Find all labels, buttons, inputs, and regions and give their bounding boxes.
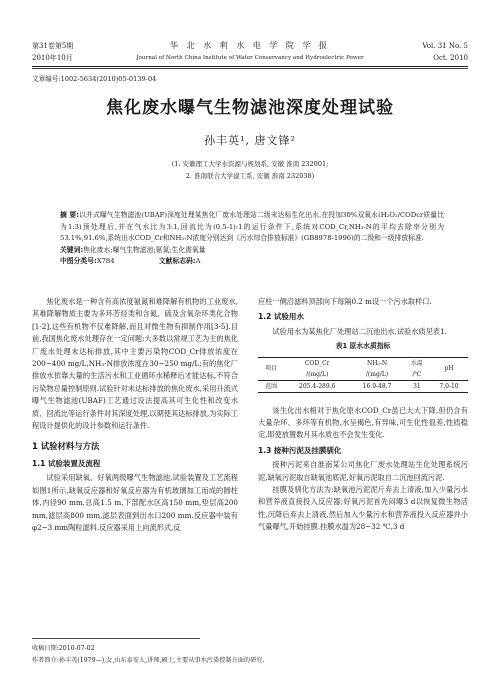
section-1-1-heading: 1.1 试验装置及流程 — [32, 458, 101, 468]
table-header-temp: 水温 — [404, 357, 430, 369]
doc-code-value: A — [195, 257, 201, 266]
header-date-en: Oct. 2010 — [433, 54, 468, 62]
abstract-paragraph — [60, 210, 444, 245]
received-date: 收稿日期:2010-07-02 — [32, 645, 95, 652]
keywords-text: 焦化废水;曝气生物滤池;氨氮;生化需氧量 — [83, 245, 206, 254]
right-column — [258, 296, 468, 534]
article-number: 文章编号:1002-5634(2010)05-0139-04 — [32, 75, 157, 83]
table-cell-ph: 7.0-10 — [430, 380, 468, 392]
clc-value: X784 — [96, 257, 115, 266]
section-1-2-heading: 1.2 试验用水 — [258, 312, 304, 322]
author-bio: 作者简介:孙丰英(1979—),女,山东泰安人,讲师,硕士,主要从事水污染控制方面的研究. — [32, 657, 265, 664]
left-column — [32, 296, 238, 534]
table-header-cod: COD_Cr — [284, 357, 350, 369]
sludge-source-paragraph: 接种污泥来自淮南某公司焦化厂废水处理站生化处理系统污泥,缺氧污泥取自缺氧池底泥,好氧污泥取自二沉池回流污泥. — [258, 460, 468, 482]
header-journal-en: Journal of North China Institute of Water Conservancy and Hydroelectric Power — [136, 55, 364, 61]
effluent-paragraph: 该生化出水相对于焦化原水COD_Cr虽已大大下降,但仍含有大量杂环、多环等有机物,水呈褐色,有异味,可生化性很差,性质稳定,即使放置数月其水质也不会发生变化. — [258, 405, 468, 440]
intro-paragraph: 焦化废水是一种含有高浓度氨氮和难降解有机物的工业废水,其难降解物质主要为多环芳烃类和含氮、硫及含氧杂环类化合物[1-2],这些有机物不仅难降解,而且对微生物有抑制作用[3-5].目前,我国焦化废水处理存在一定问题:大多数以常规工艺为主的焦化厂废水处理未达标排放,其中主要污染物COD_Cr排放浓度在200~400 mg/L,NH₃-N排放浓度在30~250 mg/L;有的焦化厂排放水依靠大量的生活污水和工业循环水稀释后才能达标,不符合污染物总量控制原则.试验针对未达标排放的焦化废水,采用升流式曝气生物滤池(UBAF)工艺通过设法提高其可生化性和改变水质、回流比等运行条件对其深度处理,以期使其达标排放,为实际工程设计提供化的设计参数和运行条件. — [32, 297, 238, 431]
paper-authors: 孙丰英¹, 唐文锋² — [204, 134, 296, 147]
section-1-1-paragraph: 试验采用缺氧、好氧两级曝气生物滤池,试验装置及工艺流程如图1所示,缺氧反应器和好氧反应器为有机玻璃加工而成的圆柱体,内径90 mm,总高1.5 m,下部配水区高150 mm,垫层高200 mm,滤层高800 mm,滤层表面到出水口200 mm.反应器中装有φ2~3 mm陶粒滤料.反应器采用上向流形式,反 — [32, 473, 238, 532]
footnote-rule — [32, 638, 200, 639]
header-journal-cn: 华 北 水 利 水 电 学 院 学 报 — [170, 41, 330, 50]
doc-code-label: 文献标志码: — [158, 257, 196, 266]
abstract-label: 摘 要: — [60, 211, 80, 219]
classification-line — [60, 256, 444, 268]
biofilm-paragraph: 挂膜及驯化方法为:缺氧池污泥泥斤弃去上清液,加入少量污水和营养液直接投入反应器;好氧污泥首先闷曝3 d以恢复微生物活性,沉降后弃去上清液,然后加入少量污水和营养液投入反应器并小气量曝气,开始挂膜.挂膜水温为28~32 ℃,3 d — [258, 485, 468, 532]
table-row — [258, 380, 468, 392]
table-header-nh3n: NH₃-N — [350, 357, 404, 369]
table-cell-nh3n: 16.9-48.7 — [350, 380, 404, 392]
affiliation-1: (1. 安徽理工大学水资源与规划系, 安徽 淮南 232001; — [171, 160, 329, 168]
table-cell-cod: 205.4-289.6 — [284, 380, 350, 392]
abstract-block — [60, 210, 444, 268]
table-unit-temp: /℃ — [412, 370, 422, 378]
table-header-row — [258, 357, 468, 369]
table-unit-cod: /(mg/L) — [306, 370, 329, 378]
continued-paragraph: 应柱一侧沿滤料顶部向下每隔0.2 m设一个污水取样口. — [258, 297, 432, 306]
table-cell-temp: 31 — [404, 380, 430, 392]
water-quality-table — [258, 357, 468, 393]
abstract-text: 以井式曝气生物滤池(UBAF)深度处理某焦化厂废水处理站二级未达标生化出水,在投加30%双氧水(H₂O₂/CODcr质量比为1:3)预处理后,并在气水比为3:1,回流比为(0.5-1):1的运行条件下,系统对COD_Cr,NH₃-N的平均去除率分别为53.1%,91.6%,系统出水COD_Cr和NH₃-N浓度分别达到《污水综合排放标准》(GB8978-1996)的二级和一级排放标准. — [60, 211, 444, 243]
section-1-3-heading: 1.3 接种污泥及挂膜驯化 — [258, 445, 342, 455]
keywords-label: 关键词: — [60, 245, 84, 254]
table-unit-nh3n: /(mg/L) — [365, 370, 389, 378]
table-cell-label: 范围 — [258, 380, 284, 392]
clc-label: 中图分类号: — [60, 257, 97, 266]
paper-title: 焦化废水曝气生物滤池深度处理试验 — [106, 98, 394, 118]
header-volume-en: Vol. 31 No. 5 — [422, 42, 468, 50]
section-1-2-paragraph: 试验用水为某焦化厂处理站二沉池出水,试验水质见表1. — [272, 326, 447, 336]
section-1-heading: 1 试验材料与方法 — [32, 441, 100, 452]
header-rule-thin — [32, 68, 468, 69]
header-rule — [32, 66, 468, 67]
table-header-ph: pH — [430, 357, 468, 380]
keywords-line — [60, 245, 444, 257]
table-1-caption: 表1 原水水质指标 — [335, 342, 391, 351]
header-volume-cn: 第31卷第5期 — [32, 42, 74, 50]
affiliation-2: 2. 淮南联合大学建工系, 安徽 淮南 232038) — [185, 172, 315, 180]
header-date-cn: 2010年10月 — [32, 54, 73, 62]
table-header-item: 项目 — [258, 357, 284, 380]
